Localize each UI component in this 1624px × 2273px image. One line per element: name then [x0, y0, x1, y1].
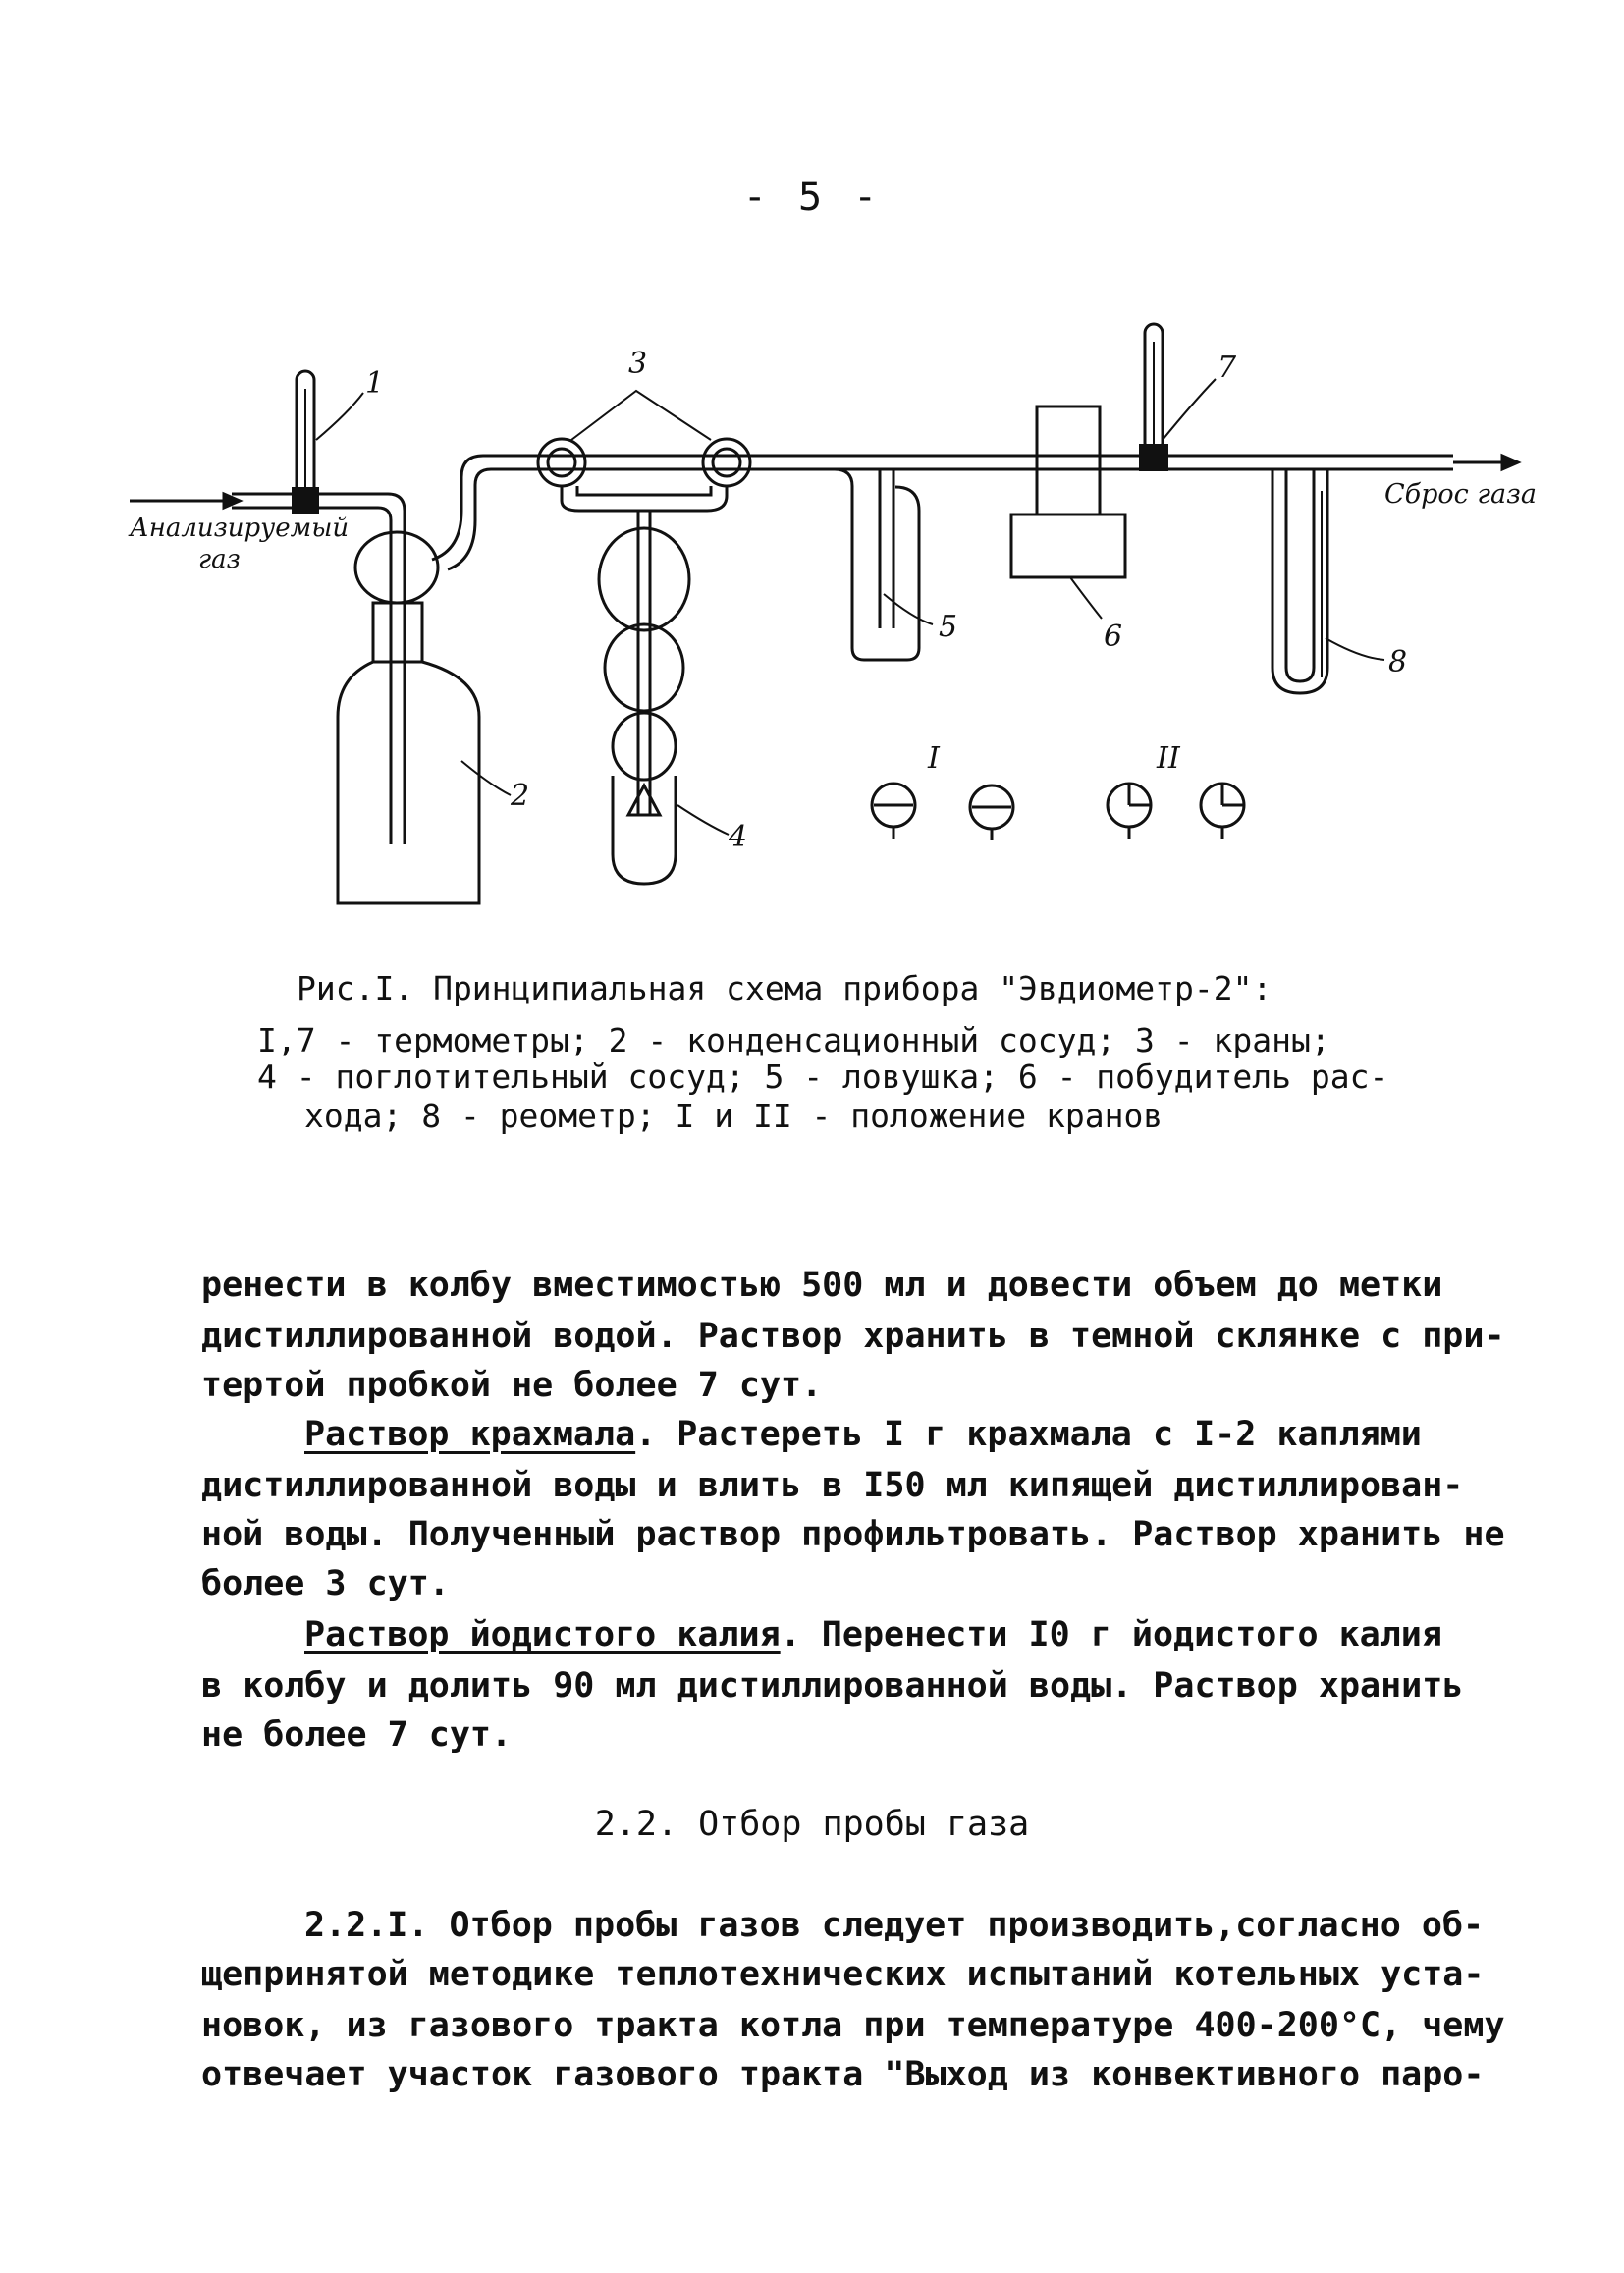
paragraph-2-line-1: Раствор крахмала. Растереть I г крахмала с I-2 каплями [304, 1415, 1422, 1454]
label-6: 6 [1104, 620, 1123, 654]
section-heading: 2.2. Отбор пробы газа [594, 1805, 1030, 1844]
label-2: 2 [511, 779, 530, 813]
tap-positions [872, 784, 1244, 840]
page-number: - 5 - [742, 175, 882, 220]
paragraph-1-line-3: тертой пробкой не более 7 сут. [201, 1366, 823, 1405]
starch-solution-title: Раствор крахмала [304, 1415, 636, 1454]
figure-caption-line-2: 4 - поглотительный сосуд; 5 - ловушка; 6 - побудитель рас- [257, 1057, 1389, 1096]
figure-caption-title: Рис.I. Принципиальная схема прибора "Эвдиометр-2": [297, 969, 1272, 1007]
label-8: 8 [1388, 645, 1408, 679]
manifold-tube [538, 456, 1453, 469]
inlet-tube [232, 494, 405, 844]
paragraph-3-line-3: не более 7 сут. [201, 1715, 513, 1755]
inlet-label: Анализируемый [130, 514, 350, 543]
potassium-iodide-title: Раствор йодистого калия [304, 1615, 781, 1654]
figure-caption-line-3: хода; 8 - реометр; I и II - положение кранов [304, 1097, 1164, 1135]
outlet-label: Сброс газа [1384, 479, 1537, 510]
connecting-tube [432, 456, 538, 569]
absorption-vessel [562, 486, 727, 884]
paragraph-2-line-3: ной воды. Полученный раствор профильтровать. Раствор хранить не [201, 1515, 1505, 1554]
paragraph-4-line-1: 2.2.I. Отбор пробы газов следует производить,согласно об- [304, 1906, 1485, 1945]
inlet-arrow [130, 494, 240, 508]
inlet-label-2: газ [198, 545, 241, 574]
paragraph-4-line-2: щепринятой методике теплотехнических испытаний котельных уста- [201, 1955, 1485, 1994]
tap-left [538, 439, 585, 486]
label-4: 4 [729, 820, 748, 854]
label-position-II: II [1157, 741, 1180, 776]
trap-vessel [835, 469, 919, 660]
paragraph-1-line-1: ренести в колбу вместимостью 500 мл и довести объем до метки [201, 1266, 1443, 1305]
paragraph-1-line-2: дистиллированной водой. Раствор хранить в темной склянке с при- [201, 1317, 1505, 1356]
eudiometer-diagram [0, 0, 1624, 943]
label-7: 7 [1218, 351, 1237, 385]
paragraph-4-line-4: отвечает участок газового тракта "Выход из конвективного паро- [201, 2055, 1485, 2094]
condensation-vessel [338, 532, 479, 903]
paragraph-3-line-2: в колбу и долить 90 мл дистиллированной воды. Раствор хранить [201, 1666, 1464, 1705]
paragraph-2-line-2: дистиллированной воды и влить в I50 мл кипящей дистиллирован- [201, 1466, 1464, 1505]
paragraph-4-line-3: новок, из газового тракта котла при температуре 400-200°C, чему [201, 2006, 1505, 2045]
flow-inducer [1011, 406, 1125, 577]
tap-right [703, 439, 750, 486]
outlet-arrow [1453, 456, 1518, 469]
label-1: 1 [365, 366, 385, 401]
figure-caption-line-1: I,7 - термометры; 2 - конденсационный сосуд; 3 - краны; [257, 1021, 1330, 1059]
rheometer [1272, 469, 1327, 693]
label-3: 3 [628, 347, 648, 381]
label-5: 5 [939, 610, 958, 644]
label-position-I: I [928, 741, 940, 776]
paragraph-3-line-1: Раствор йодистого калия. Перенести I0 г йодистого калия [304, 1615, 1442, 1654]
thermometer-7 [1139, 324, 1168, 471]
paragraph-2-line-4: более 3 сут. [201, 1564, 450, 1603]
